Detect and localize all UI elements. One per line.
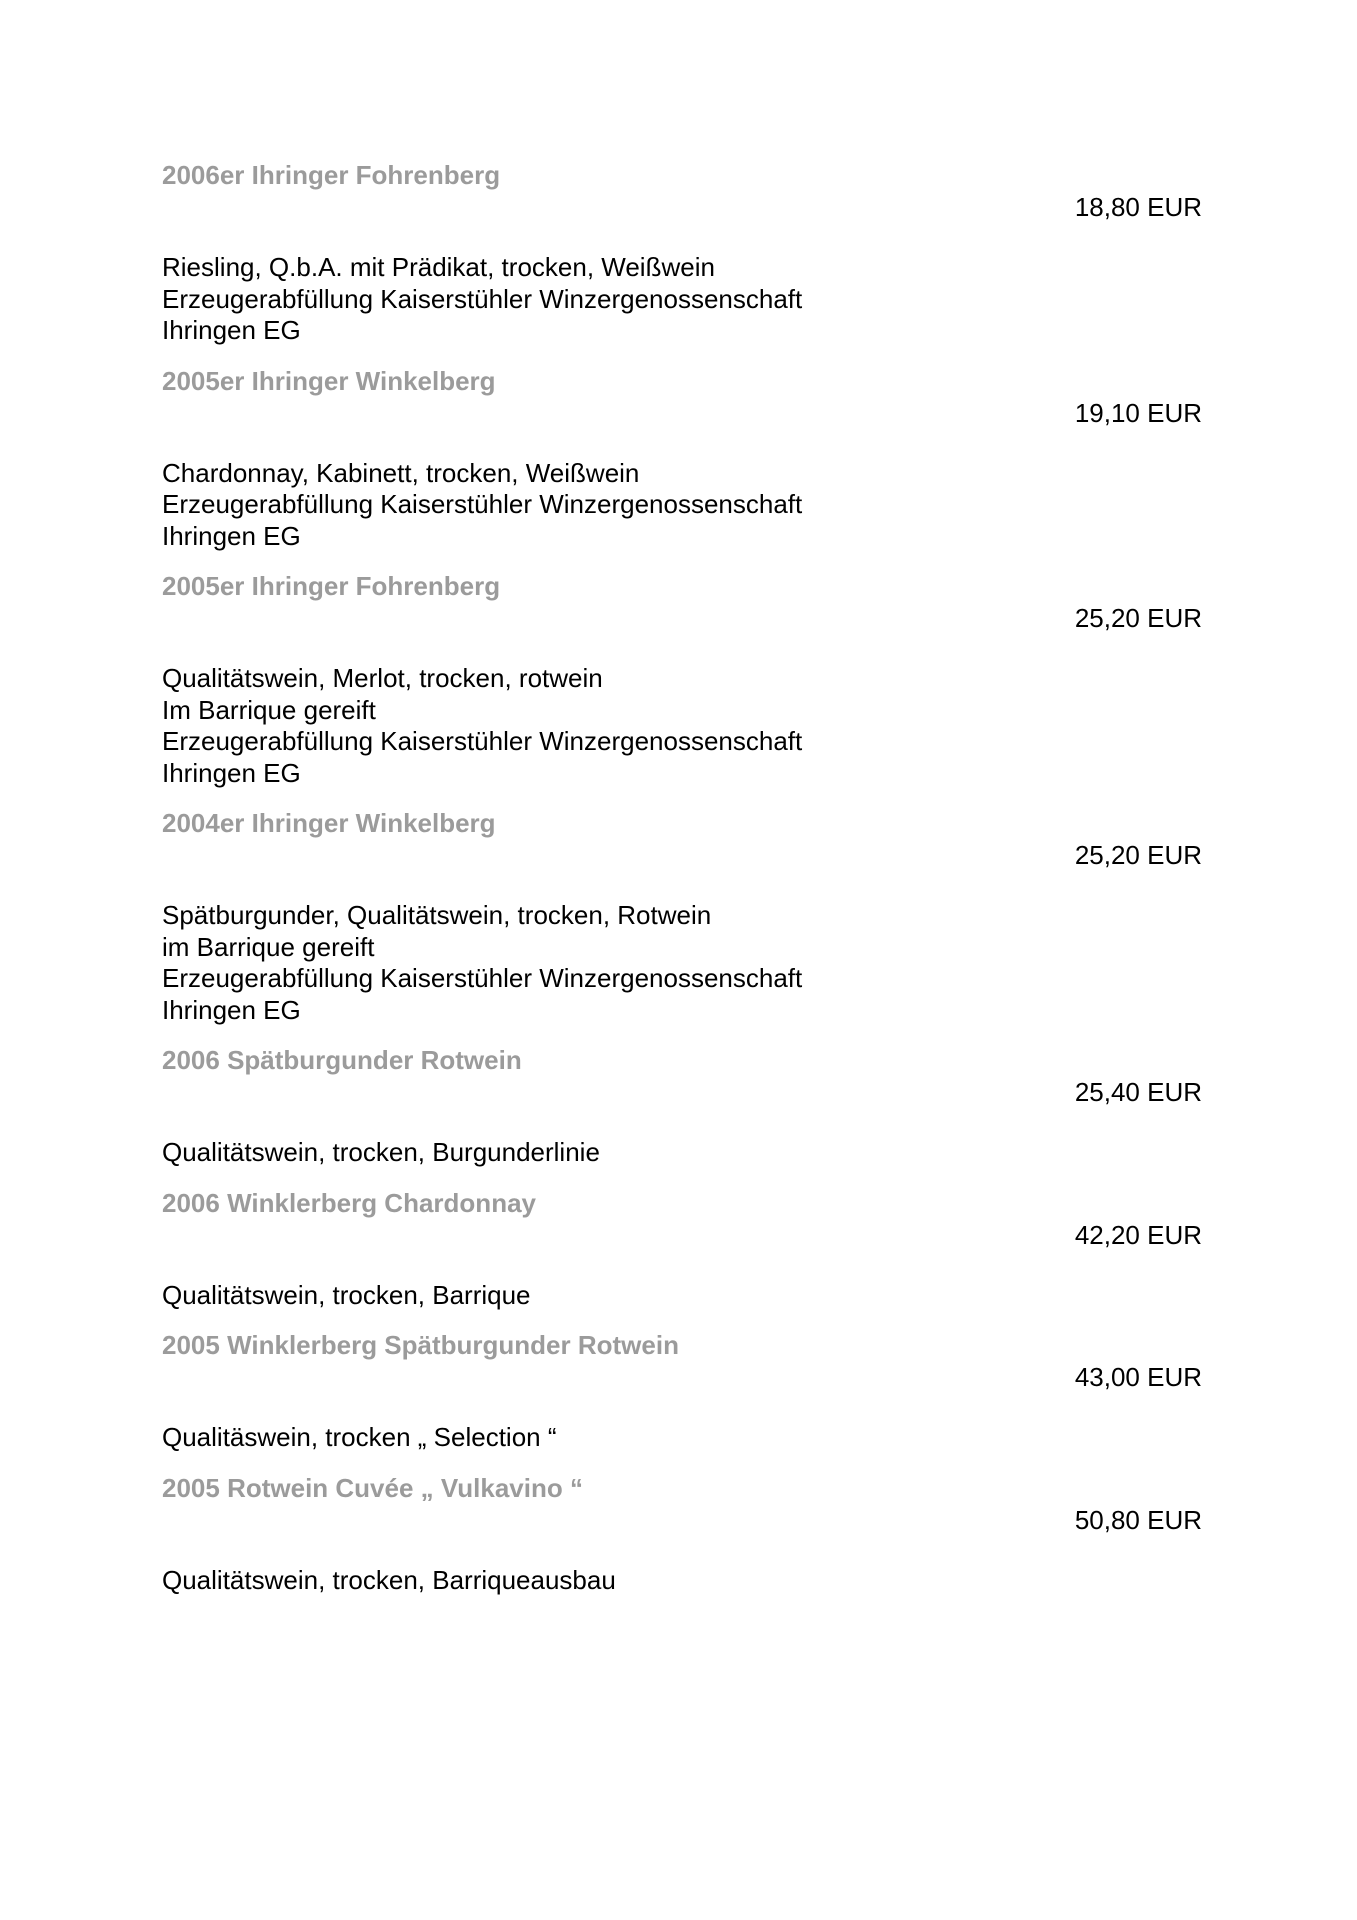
description-line: Spätburgunder, Qualitätswein, trocken, Rotwein (162, 900, 712, 930)
wine-description (162, 1137, 1202, 1169)
wine-price: 50,80 EUR (1074, 1504, 1202, 1535)
wine-entry (162, 1043, 1202, 1169)
wine-name: 2005er Ihringer Fohrenberg (162, 571, 501, 601)
description-line: Qualitätswein, trocken, Barrique (162, 1279, 531, 1310)
wine-name: 2005 Winklerberg Spätburgunder Rotwein (162, 1330, 679, 1360)
description-line: Ihringen EG (162, 315, 301, 345)
wine-description (162, 1280, 1202, 1312)
description-line: Qualitäswein, trocken „ Selection “ (162, 1422, 557, 1452)
wine-description (162, 458, 1202, 553)
wine-name: 2006 Winklerberg Chardonnay (162, 1187, 536, 1218)
description-line: Qualitätswein, trocken, Barriqueausbau (162, 1564, 616, 1595)
wine-price: 42,20 EUR (1074, 1219, 1202, 1250)
wine-description (162, 252, 1202, 347)
wine-name: 2006er Ihringer Fohrenberg (162, 160, 501, 190)
description-line: Riesling, Q.b.A. mit Prädikat, trocken, Weißwein (162, 252, 715, 282)
description-line: Erzeugerabfüllung Kaiserstühler Winzergenossenschaft (162, 963, 803, 993)
description-line: Im Barrique gereift (162, 694, 376, 725)
wine-entry (162, 158, 1202, 347)
wine-entry (162, 1328, 1202, 1454)
description-line: im Barrique gereift (162, 931, 375, 962)
wine-price: 25,20 EUR (1074, 603, 1202, 633)
wine-entry (162, 569, 1202, 789)
wine-name: 2005er Ihringer Winkelberg (162, 365, 496, 396)
description-line: Erzeugerabfüllung Kaiserstühler Winzergenossenschaft (162, 726, 803, 756)
wine-name: 2006 Spätburgunder Rotwein (162, 1045, 522, 1075)
wine-price: 43,00 EUR (1074, 1362, 1202, 1392)
description-line: Ihringen EG (162, 520, 301, 551)
description-line: Chardonnay, Kabinett, trocken, Weißwein (162, 457, 640, 488)
wine-price: 18,80 EUR (1074, 192, 1202, 222)
wine-description (162, 1565, 1202, 1597)
description-line: Ihringen EG (162, 757, 301, 788)
wine-description (162, 1422, 1202, 1454)
wine-description (162, 900, 1202, 1026)
wine-price: 19,10 EUR (1074, 397, 1202, 428)
wine-name: 2004er Ihringer Winkelberg (162, 808, 496, 838)
wine-description (162, 663, 1202, 789)
description-line: Qualitätswein, trocken, Burgunderlinie (162, 1137, 600, 1167)
wine-entry (162, 364, 1202, 553)
wine-price: 25,20 EUR (1074, 840, 1202, 870)
wine-entry (162, 1471, 1202, 1597)
wine-entry (162, 806, 1202, 1026)
wine-list (162, 158, 1202, 1613)
description-line: Qualitätswein, Merlot, trocken, rotwein (162, 663, 603, 693)
wine-entry (162, 1186, 1202, 1312)
description-line: Erzeugerabfüllung Kaiserstühler Winzergenossenschaft (162, 283, 803, 314)
description-line: Erzeugerabfüllung Kaiserstühler Winzergenossenschaft (162, 489, 803, 519)
wine-name: 2005 Rotwein Cuvée „ Vulkavino “ (162, 1472, 583, 1503)
description-line: Ihringen EG (162, 994, 301, 1025)
wine-price: 25,40 EUR (1074, 1077, 1202, 1107)
